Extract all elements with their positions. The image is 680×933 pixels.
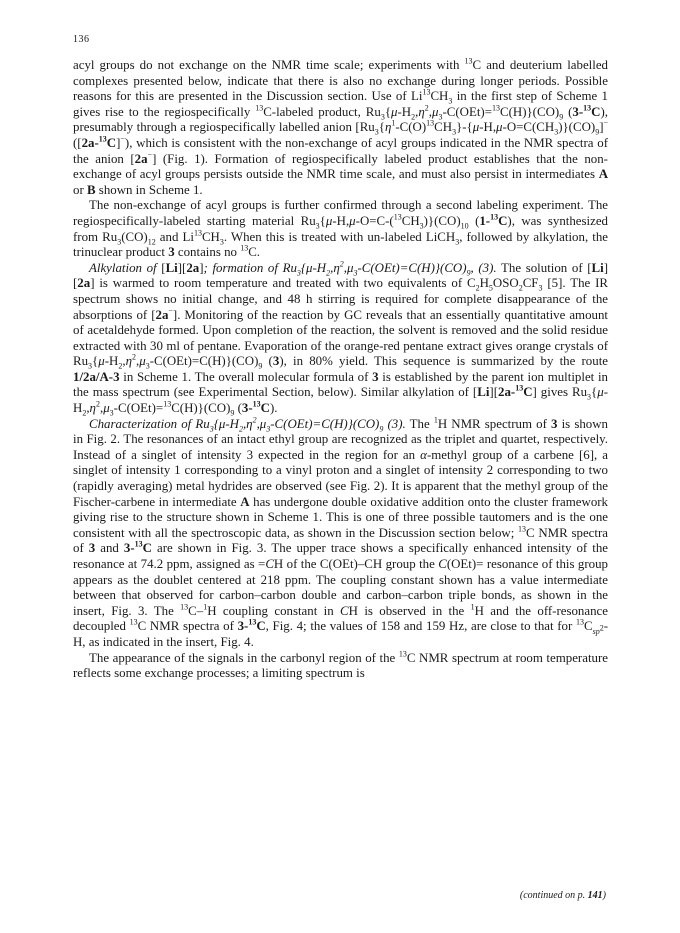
paragraph-2: The non-exchange of acyl groups is further confirmed through a second labeling experiment. The regiospecifically-labeled starting material $Ru_3\{\mu-H,\mu-O=C-(^{13}CH_3)\}(CO)_{10}$ (1-$^{13}$C), was synthesized from $Ru_3(CO)_{12}$ and $Li^{13}CH_3$. When this is treated with un-labeled LiCH$_3$, followed by alkylation, the trinuclear product 3 contains no $^{13}$C.: [73, 198, 609, 260]
paragraph-1: acyl groups do not exchange on the NMR time scale; experiments with $^{13}$C and deuterium labelled complexes presented below, indicate that there is also no exchange during longer periods. Possible reasons for this are presented in the Discussion section. Use of $Li^{13}CH_3$ in the first step of Scheme 1 gives rise to the regiospecifically $^{13}$C-labeled product, $Ru_3\{\mu-H_2,\eta^2,\mu_3-C(OEt)=^{13}C(H)\}(CO)_9$ (3-$^{13}$C), presumably through a regiospecifically labelled anion $[Ru_3\{\eta^1-C(O)^{13}CH_3\}-\{\mu-H,\mu-O=C(CH_3)\}(CO)_9]^-$ ([2a-$^{13}$C]−), which is consistent with the non-exchange of acyl groups indicated in the NMR spectra of the anion [2a−] (Fig. 1). Formation of regiospecifically labeled product establishes that the non-exchange of acyl groups persists outside the NMR time scale, and must also persist in intermediates A or B shown in Scheme 1.: [73, 56, 608, 197]
body-text: [73, 58, 608, 682]
continued-page: 141: [587, 890, 603, 901]
page-number: 136: [73, 34, 90, 45]
continued-prefix: (continued on p.: [519, 890, 588, 901]
continued-suffix: ): [602, 890, 606, 901]
paragraph-5: The appearance of the signals in the carbonyl region of the $^{13}$C NMR spectrum at room temperature reflects some exchange processes; a limiting spectrum is: [73, 649, 608, 681]
paragraph-3: Alkylation of [Li][2a]; formation of $Ru_3\{\mu-H_2,\eta^2,\mu_3-C(OEt)=C(H)\}(CO)_9$, (3). The solution of [Li][2a] is warmed to room temperature and treated with two equivalents of $C_2H_5OSO_2CF_3$ [5]. The IR spectrum shows no initial change, and 48 h stirring is required for complete disappearance of the absorptions of [2a−]. Monitoring of the reaction by GC reveals that an essentially quantitative amount of acetaldehyde formed. Upon completion of the reaction, the solvent is removed and the solid residue extracted with 30 ml of pentane. Evaporation of the orange-red pentane extract gives orange crystals of $Ru_3\{\mu-H_2,\eta^2,\mu_3-C(OEt)=C(H)\}(CO)_9$ (3), in 80% yield. This sequence is summarized by the route 1/2a/A-3 in Scheme 1. The overall molecular formula of 3 is established by the parent ion multiplet in the mass spectrum (see Experimental Section, below). Similar alkylation of [Li][2a-$^{13}$C] gives $Ru_3\{\mu-H_2,\eta^2,\mu_3-C(OEt)=^{13}C(H)\}(CO)_9$ (3-$^{13}$C).: [73, 259, 609, 418]
continued-note: [520, 890, 606, 901]
paragraph-4: Characterization of $Ru_3\{\mu-H_2,\eta^2,\mu_3-C(OEt)=C(H)\}(CO)_9$ (3). The $^1$H NMR spectrum of 3 is shown in Fig. 2. The resonances of an intact ethyl group are recognized as the triplet and quartet, respectively. Instead of a singlet of intensity 3 expected in the region for an α-methyl group of a carbene [6], a singlet of intensity 1 corresponding to a vinyl proton and a singlet of intensity 2 corresponding to two (rapidly averaging) metal hydrides are observed (see Fig. 2). It is apparent that the methyl group of the Fischer-carbene in intermediate A has undergone double oxidative addition onto the cluster framework giving rise to the structure shown in Scheme 1. This is one of three possible tautomers and is the one consistent with all the spectroscopic data, as shown in the Discussion section below; $^{13}$C NMR spectra of 3 and 3-$^{13}$C are shown in Fig. 3. The upper trace shows a specifically enhanced intensity of the resonance at 74.2 ppm, assigned as =CH of the C(OEt)–CH group the C(OEt)= resonance of this group appears as the doublet centered at 218 ppm. The coupling constant shown has a value intermediate between that observed for carbon–carbon double and carbon–carbon triple bonds, as shown in the insert, Fig. 3. The $^{13}$C–$^1$H coupling constant in CH is observed in the $^1$H and the off-resonance decoupled $^{13}$C NMR spectra of 3-$^{13}$C, Fig. 4; the values of 158 and 159 Hz, are close to that for $^{13}C_{sp^2}-H$, as indicated in the insert, Fig. 4.: [73, 415, 608, 649]
